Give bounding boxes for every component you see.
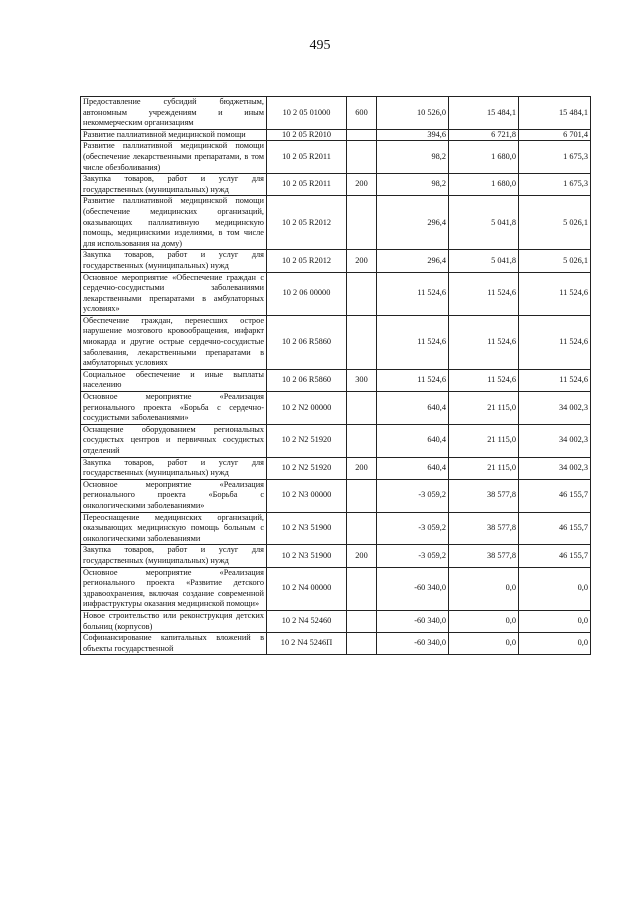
- row-name-cell: Развитие паллиативной медицинской помощи (обеспечение лекарственными препаратами, в том числе обезболивания): [81, 141, 267, 174]
- row-expense-type-cell: [347, 141, 377, 174]
- table-row: [81, 97, 591, 130]
- row-expense-type-cell: [347, 272, 377, 315]
- row-name-cell: Закупка товаров, работ и услуг для государственных (муниципальных) нужд: [81, 174, 267, 196]
- table-row: [81, 567, 591, 610]
- row-code-cell: 10 2 05 R2011: [267, 141, 347, 174]
- row-name-cell: Закупка товаров, работ и услуг для государственных (муниципальных) нужд: [81, 457, 267, 479]
- row-code-cell: 10 2 N4 5246П: [267, 633, 347, 655]
- row-code-cell: 10 2 05 R2012: [267, 196, 347, 250]
- table-row: [81, 250, 591, 272]
- row-expense-type-cell: 200: [347, 250, 377, 272]
- row-amount-1-cell: -3 059,2: [377, 545, 449, 567]
- row-amount-3-cell: 0,0: [519, 567, 591, 610]
- row-name-cell: Переоснащение медицинских организаций, оказывающих медицинскую помощь больным с онкологическими заболеваниями: [81, 512, 267, 545]
- row-code-cell: 10 2 N4 52460: [267, 610, 347, 632]
- row-amount-3-cell: 5 026,1: [519, 250, 591, 272]
- row-amount-3-cell: 15 484,1: [519, 97, 591, 130]
- row-expense-type-cell: 300: [347, 369, 377, 391]
- row-amount-1-cell: 11 524,6: [377, 369, 449, 391]
- row-code-cell: 10 2 N4 00000: [267, 567, 347, 610]
- row-amount-3-cell: 46 155,7: [519, 545, 591, 567]
- row-code-cell: 10 2 05 R2011: [267, 174, 347, 196]
- table-row: [81, 610, 591, 632]
- row-amount-2-cell: 21 115,0: [449, 424, 519, 457]
- row-amount-2-cell: 1 680,0: [449, 174, 519, 196]
- row-amount-1-cell: -60 340,0: [377, 567, 449, 610]
- row-name-cell: Развитие паллиативной медицинской помощи (обеспечение медицинских организаций, оказывающих паллиативную медицинскую помощь, медицинскими изделиями, в том числе для использования на дому): [81, 196, 267, 250]
- row-expense-type-cell: 200: [347, 174, 377, 196]
- row-amount-2-cell: 21 115,0: [449, 392, 519, 425]
- row-code-cell: 10 2 05 R2012: [267, 250, 347, 272]
- row-code-cell: 10 2 N3 00000: [267, 479, 347, 512]
- row-code-cell: 10 2 N3 51900: [267, 545, 347, 567]
- row-amount-2-cell: 38 577,8: [449, 479, 519, 512]
- row-expense-type-cell: [347, 512, 377, 545]
- row-expense-type-cell: 600: [347, 97, 377, 130]
- row-amount-3-cell: 0,0: [519, 633, 591, 655]
- page-number: 495: [309, 38, 331, 53]
- row-expense-type-cell: [347, 392, 377, 425]
- table-row: [81, 392, 591, 425]
- row-name-cell: Основное мероприятие «Реализация регионального проекта «Борьба с сердечно-сосудистыми заболеваниями»: [81, 392, 267, 425]
- row-amount-3-cell: 34 002,3: [519, 457, 591, 479]
- row-amount-3-cell: 11 524,6: [519, 369, 591, 391]
- row-expense-type-cell: [347, 424, 377, 457]
- row-amount-2-cell: 11 524,6: [449, 315, 519, 369]
- row-amount-1-cell: -3 059,2: [377, 512, 449, 545]
- row-name-cell: Закупка товаров, работ и услуг для государственных (муниципальных) нужд: [81, 545, 267, 567]
- table-row: [81, 141, 591, 174]
- row-code-cell: 10 2 05 01000: [267, 97, 347, 130]
- row-code-cell: 10 2 06 R5860: [267, 369, 347, 391]
- row-amount-3-cell: 46 155,7: [519, 479, 591, 512]
- row-expense-type-cell: [347, 129, 377, 141]
- row-name-cell: Обеспечение граждан, перенесших острое нарушение мозгового кровообращения, инфаркт миокарда и другие острые сердечно-сосудистые заболевания, лекарственными препаратами в амбулаторных условиях: [81, 315, 267, 369]
- row-amount-2-cell: 0,0: [449, 633, 519, 655]
- row-amount-1-cell: 296,4: [377, 196, 449, 250]
- row-name-cell: Закупка товаров, работ и услуг для государственных (муниципальных) нужд: [81, 250, 267, 272]
- row-amount-1-cell: -60 340,0: [377, 633, 449, 655]
- row-amount-3-cell: 1 675,3: [519, 174, 591, 196]
- row-name-cell: Новое строительство или реконструкция детских больниц (корпусов): [81, 610, 267, 632]
- table-row: [81, 512, 591, 545]
- row-code-cell: 10 2 06 R5860: [267, 315, 347, 369]
- row-amount-3-cell: 6 701,4: [519, 129, 591, 141]
- table-row: [81, 129, 591, 141]
- row-name-cell: Софинансирование капитальных вложений в объекты государственной: [81, 633, 267, 655]
- row-amount-2-cell: 6 721,8: [449, 129, 519, 141]
- row-name-cell: Основное мероприятие «Обеспечение граждан с сердечно-сосудистыми заболеваниями лекарственными препаратами в амбулаторных условиях»: [81, 272, 267, 315]
- row-amount-2-cell: 11 524,6: [449, 272, 519, 315]
- row-amount-1-cell: 640,4: [377, 392, 449, 425]
- row-amount-1-cell: 11 524,6: [377, 272, 449, 315]
- row-amount-1-cell: 394,6: [377, 129, 449, 141]
- table-row: [81, 633, 591, 655]
- table-row: [81, 457, 591, 479]
- row-amount-3-cell: 1 675,3: [519, 141, 591, 174]
- row-code-cell: 10 2 N2 51920: [267, 424, 347, 457]
- budget-table-body: [81, 97, 591, 655]
- row-amount-1-cell: -60 340,0: [377, 610, 449, 632]
- row-amount-3-cell: 5 026,1: [519, 196, 591, 250]
- row-expense-type-cell: [347, 633, 377, 655]
- row-expense-type-cell: [347, 479, 377, 512]
- row-amount-3-cell: 11 524,6: [519, 315, 591, 369]
- row-amount-2-cell: 5 041,8: [449, 196, 519, 250]
- row-name-cell: Основное мероприятие «Реализация регионального проекта «Развитие детского здравоохранения, включая создание современной инфраструктуры оказания медицинской помощи»: [81, 567, 267, 610]
- table-row: [81, 272, 591, 315]
- row-amount-3-cell: 46 155,7: [519, 512, 591, 545]
- row-expense-type-cell: [347, 196, 377, 250]
- table-row: [81, 174, 591, 196]
- row-name-cell: Основное мероприятие «Реализация регионального проекта «Борьба с онкологическими заболеваниями»: [81, 479, 267, 512]
- row-amount-1-cell: 640,4: [377, 424, 449, 457]
- row-amount-2-cell: 0,0: [449, 567, 519, 610]
- budget-table: [80, 96, 591, 655]
- row-code-cell: 10 2 N3 51900: [267, 512, 347, 545]
- row-expense-type-cell: [347, 315, 377, 369]
- row-amount-1-cell: 640,4: [377, 457, 449, 479]
- row-amount-2-cell: 11 524,6: [449, 369, 519, 391]
- row-code-cell: 10 2 05 R2010: [267, 129, 347, 141]
- row-amount-2-cell: 15 484,1: [449, 97, 519, 130]
- row-amount-3-cell: 0,0: [519, 610, 591, 632]
- row-amount-1-cell: -3 059,2: [377, 479, 449, 512]
- row-amount-2-cell: 38 577,8: [449, 512, 519, 545]
- row-amount-3-cell: 34 002,3: [519, 392, 591, 425]
- row-code-cell: 10 2 N2 51920: [267, 457, 347, 479]
- row-amount-2-cell: 0,0: [449, 610, 519, 632]
- table-row: [81, 479, 591, 512]
- row-name-cell: Оснащение оборудованием региональных сосудистых центров и первичных сосудистых отделений: [81, 424, 267, 457]
- row-amount-1-cell: 10 526,0: [377, 97, 449, 130]
- row-amount-2-cell: 5 041,8: [449, 250, 519, 272]
- row-code-cell: 10 2 N2 00000: [267, 392, 347, 425]
- table-row: [81, 315, 591, 369]
- row-name-cell: Предоставление субсидий бюджетным, автономным учреждениям и иным некоммерческим организациям: [81, 97, 267, 130]
- row-name-cell: Социальное обеспечение и иные выплаты населению: [81, 369, 267, 391]
- table-row: [81, 196, 591, 250]
- table-row: [81, 424, 591, 457]
- row-name-cell: Развитие паллиативной медицинской помощи: [81, 129, 267, 141]
- table-row: [81, 545, 591, 567]
- row-amount-1-cell: 11 524,6: [377, 315, 449, 369]
- row-expense-type-cell: 200: [347, 457, 377, 479]
- row-code-cell: 10 2 06 00000: [267, 272, 347, 315]
- row-expense-type-cell: [347, 610, 377, 632]
- row-amount-2-cell: 1 680,0: [449, 141, 519, 174]
- row-amount-2-cell: 38 577,8: [449, 545, 519, 567]
- row-expense-type-cell: [347, 567, 377, 610]
- row-amount-1-cell: 98,2: [377, 174, 449, 196]
- row-amount-1-cell: 98,2: [377, 141, 449, 174]
- table-row: [81, 369, 591, 391]
- row-amount-2-cell: 21 115,0: [449, 457, 519, 479]
- row-amount-3-cell: 11 524,6: [519, 272, 591, 315]
- row-amount-1-cell: 296,4: [377, 250, 449, 272]
- row-expense-type-cell: 200: [347, 545, 377, 567]
- row-amount-3-cell: 34 002,3: [519, 424, 591, 457]
